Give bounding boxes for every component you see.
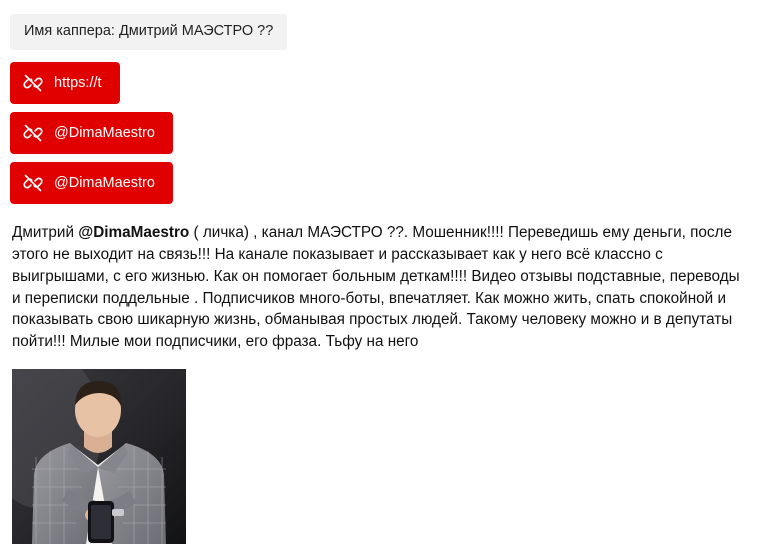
link-button-label: @DimaMaestro: [54, 125, 155, 142]
link-button-telegram-2[interactable]: [10, 162, 173, 204]
review-text: Дмитрий @DimaMaestro ( личка) , канал МАЭСТРО ??. Мошенник!!!! Переведишь ему деньги, после этого не выходит на связь!!! На канале показывает и рассказывает как у него всё классно с выигрышами, с его жизнью. Как он помогает больным деткам!!!! Видео отзывы подставные, переводы и переписки поддельные . Подписчиков много-боты, впечатляет. Как можно жить, спать спокойной и показывать свою шикарную жизнь, обманывая простых людей. Такому человеку можно и в депутаты пойти!!! Милые мои подписчики, его фраза. Тьфу на него: [12, 224, 740, 350]
link-button-list: [10, 62, 757, 204]
link-button-label: https://t: [54, 75, 102, 92]
broken-link-icon: [23, 73, 43, 93]
link-button-website[interactable]: [10, 62, 120, 104]
capper-name-badge: Имя каппера: Дмитрий МАЭСТРО ??: [10, 14, 287, 50]
broken-link-icon: [23, 173, 43, 193]
broken-link-icon: [23, 123, 43, 143]
mention-handle: @DimaMaestro: [78, 224, 190, 242]
attachment-photo[interactable]: [12, 369, 186, 544]
link-button-telegram-1[interactable]: [10, 112, 173, 154]
link-button-label: @DimaMaestro: [54, 175, 155, 192]
